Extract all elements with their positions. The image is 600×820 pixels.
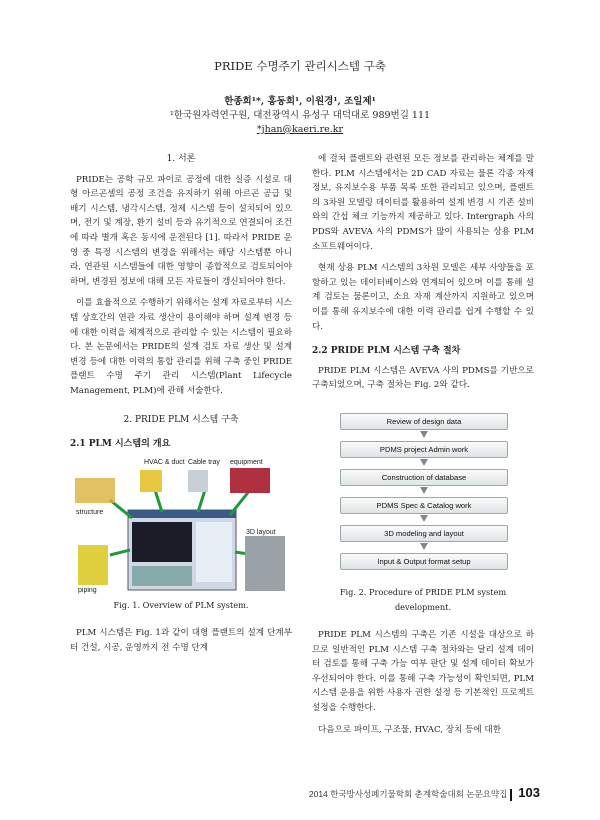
paragraph: 에 걸쳐 플랜트와 관련된 모든 정보를 관리하는 체계를 말한다. PLM 시스템에서는 2D CAD 자료는 물론 각종 자재 정보, 유지보수용 부품 목록 또한 관리되고 있으며, 플랜트의 3차원 모델링 데이터를 활용하여 설계 변경 시 기존 설비와의 간섭 체크 기능까지 제공하고 있다. Intergraph 사의 PDS와 AVEVA 사의 PDMS가 많이 사용되는 상용 PLM 소프트웨어이다. <box>312 154 534 252</box>
figure-1-plm-overview <box>70 460 292 594</box>
flow-arrow <box>420 543 428 550</box>
flow-step: Review of design data <box>340 413 508 430</box>
paragraph: PLM 시스템은 Fig. 1과 같이 대형 플랜트의 설계 단계부터 건설, 시공, 운영까지 전 수명 단계 <box>70 628 292 653</box>
figure-2-caption: Fig. 2. Procedure of PRIDE PLM system development. <box>339 586 507 612</box>
flow-step: PDMS Spec & Catalog work <box>340 497 508 514</box>
flow-step: 3D modeling and layout <box>340 525 508 542</box>
page-footer <box>300 785 540 801</box>
right-column <box>312 152 534 744</box>
flow-arrow <box>420 515 428 522</box>
flow-step: Construction of database <box>340 469 508 486</box>
fig-label-hvac: HVAC & duct <box>144 458 185 466</box>
hvac-thumbnail <box>140 470 162 492</box>
fig-label-structure: structure <box>76 508 104 516</box>
paragraph: 이를 효율적으로 수행하기 위해서는 설계 자료로부터 시스템 상호간의 연관 자료 생산이 용이해야 하며 설계 변경 등에 대한 이력을 체계적으로 관리할 수 있는 시스템이 필요하다. 본 논문에서는 PRIDE의 설계 검토 자료 생산 및 설계 변경 등에 대한 이력의 통합 관리를 위해 구축 중인 PRIDE 플랜트 수명 주기 관리 시스템(Plant Lifecycle Management, PLM)에 관해 서술한다. <box>70 298 292 396</box>
authors: 한종희¹*, 홍동희¹, 이원경¹, 조일제¹ <box>224 96 376 107</box>
paragraph: 다음으로 파이프, 구조물, HVAC, 장치 등에 대한 <box>318 724 502 735</box>
flow-arrow <box>420 459 428 466</box>
section-heading-intro: 1. 서론 <box>166 154 196 164</box>
figure-2-procedure-flowchart <box>320 405 526 575</box>
fig-label-cable: Cable tray <box>188 458 220 466</box>
page-number: 103 <box>518 785 540 800</box>
affiliation: ¹한국원자력연구원, 대전광역시 유성구 대덕대로 989번길 111 <box>169 110 431 121</box>
email-link[interactable]: *jhan@kaeri.re.kr <box>256 124 344 135</box>
piping-thumbnail <box>78 545 108 585</box>
conference-name: 2014 한국방사성폐기물학회 춘계학술대회 논문요약집 <box>308 789 508 799</box>
flow-arrow <box>420 431 428 438</box>
author-block <box>0 95 600 137</box>
cable-thumbnail <box>188 470 208 492</box>
equipment-thumbnail <box>230 468 270 493</box>
paragraph: PRIDE는 공학 규모 파이로 공정에 대한 실증 시설로 대형 아르곤셀의 공정 조건을 유지하기 위해 아르곤 공급 및 배기 시스템, 냉각시스템, 정제 시스템 등이 설치되어 있으며, 전기 및 계장, 환기 설비 등과 유기적으로 연결되어 조건에 따라 별개 혹은 동시에 운전된다 [1]. 따라서 PRIDE 운영 중 특정 시스템의 변경을 위해서는 해당 시스템뿐 아니라, 연관된 시스템들에 대한 영향이 종합적으로 검토되어야 하며, 변경된 정보에 대해 모든 자료들이 갱신되어야 한다. <box>70 174 292 287</box>
subsection-heading-2-2: 2.2 PRIDE PLM 시스템 구축 절차 <box>312 346 461 357</box>
flow-step: Input & Output format setup <box>340 553 508 570</box>
structure-thumbnail <box>75 478 115 503</box>
flow-step: PDMS project Admin work <box>340 441 508 458</box>
paragraph: PRIDE PLM 시스템의 구축은 기존 시설을 대상으로 하므로 일반적인 PLM 시스템 구축 절차와는 달리 설계 데이터 검토를 통해 구축 가능 여부 판단 및 설계 데이터 확보가 우선되어야 한다. 이를 통해 구축 가능성이 확인되면, PLM 시스템 운용을 위한 사용자 권한 설정 등 기본적인 프로젝트 설정을 수행한다. <box>312 630 534 714</box>
figure-1-caption: Fig. 1. Overview of PLM system. <box>113 599 249 610</box>
fig-label-layout: 3D layout <box>246 528 276 536</box>
section-heading-2: 2. PRIDE PLM 시스템 구축 <box>123 414 239 425</box>
flow-arrow <box>420 487 428 494</box>
fig-label-piping: piping <box>78 586 97 594</box>
fig-label-equipment: equipment <box>230 458 263 466</box>
paragraph: PRIDE PLM 시스템은 AVEVA 사의 PDMS를 기반으로 구축되었으며, 구축 절차는 Fig. 2와 같다. <box>312 365 534 391</box>
subsection-heading-2-1: 2.1 PLM 시스템의 개요 <box>70 439 171 450</box>
paper-title: PRIDE 수명주기 관리시스템 구축 <box>214 59 386 73</box>
left-column <box>70 152 292 662</box>
layout-thumbnail <box>245 536 285 591</box>
paragraph: 현재 상용 PLM 시스템의 3차원 모델은 세부 사양들을 포함하고 있는 데이터베이스와 연계되어 있으며 이를 통해 설계 검토는 물론이고, 소요 자재 계산까지 지원하고 있으며 이를 통해 유지보수에 대한 이력 관리를 쉽게 수행할 수 있다. <box>312 263 534 332</box>
footer-divider <box>510 789 512 801</box>
